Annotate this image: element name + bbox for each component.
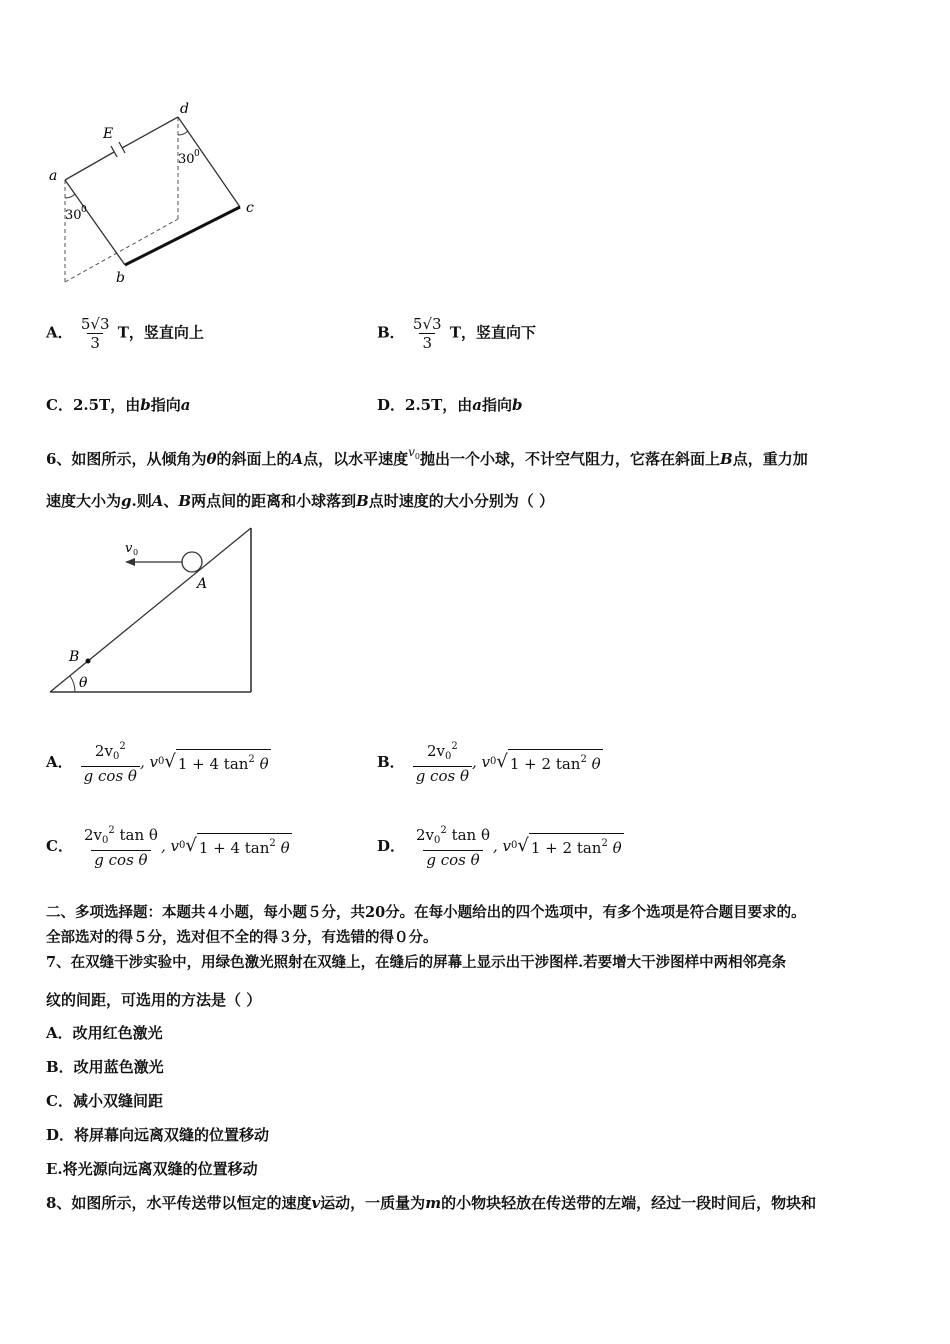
label-E: E xyxy=(103,126,114,142)
label-angle-d-deg: 0 xyxy=(194,149,200,159)
rail-battery-to-d xyxy=(122,117,178,148)
q6-option-c-den: g cos θ xyxy=(91,850,150,869)
q6-option-a-den: g cos θ xyxy=(81,766,140,785)
root-sup: 2 xyxy=(580,754,587,765)
q5-option-a xyxy=(46,315,204,352)
root-main: 1 + 2 tan xyxy=(530,839,602,857)
num-sup: 2 xyxy=(119,741,126,752)
q6-option-c-num xyxy=(81,822,161,850)
q6-text: 抛出一个小球，不计空气阻力，它落在斜面上 xyxy=(420,450,721,468)
q6-point-b: B xyxy=(356,492,369,510)
comma-v: , v xyxy=(160,836,179,855)
conductor-rod-bc xyxy=(125,207,240,265)
root-tail: θ xyxy=(280,839,290,857)
root-sup: 2 xyxy=(269,838,276,849)
root-tail: θ xyxy=(259,755,269,773)
q6-option-a-num xyxy=(92,738,129,766)
q6-text: .则 xyxy=(131,492,152,510)
q6-option-a-expr xyxy=(81,738,271,785)
figure-projectile-incline xyxy=(45,525,260,700)
root-main: 1 + 4 tan xyxy=(198,839,270,857)
q6-theta: θ xyxy=(206,450,217,468)
q5-option-d-mid: 指向 xyxy=(482,396,513,414)
root-tail: θ xyxy=(591,755,601,773)
q5-option-d-v2: b xyxy=(512,396,523,414)
q6-option-d-den: g cos θ xyxy=(423,850,482,869)
q5-option-d-label: D． xyxy=(377,396,406,414)
num-sup: 2 xyxy=(451,741,458,752)
section2-heading-line1: 二、多项选择题：本题共４小题，每小题５分，共20分。在每小题给出的四个选项中，有多个选项是符合题目要求的。 xyxy=(46,904,806,921)
q6-text: 点，重力加 xyxy=(732,450,808,468)
q8-text: 8、如图所示，水平传送带以恒定的速度 xyxy=(46,1194,312,1212)
q8-text: 运动，一质量为 xyxy=(320,1194,426,1212)
q7-option-a: A．改用红色激光 xyxy=(46,1024,163,1042)
q5-option-b-num: 5√3 xyxy=(412,315,442,333)
q5-option-a-label: A． xyxy=(46,323,73,342)
q7-stem-line2: 纹的间距，可选用的方法是（ ） xyxy=(46,991,262,1009)
q6-option-c-fraction xyxy=(81,822,161,869)
root-tail: θ xyxy=(612,839,622,857)
incline-hypotenuse xyxy=(50,528,251,692)
num-main: 2v xyxy=(94,742,113,760)
q5-option-d-pre: 2.5T，由 xyxy=(405,396,473,414)
label-theta: θ xyxy=(79,675,88,691)
rail-a-to-battery xyxy=(65,152,114,180)
label-A: A xyxy=(197,576,208,592)
ball xyxy=(182,552,202,572)
q7-option-c: C．减小双缝间距 xyxy=(46,1092,163,1110)
q6-point-b: B xyxy=(720,450,733,468)
q7-option-b: B．改用蓝色激光 xyxy=(46,1058,164,1076)
v-sub: 0 xyxy=(490,755,497,767)
num-sub: 0 xyxy=(434,835,441,846)
sqrt-sign: √ xyxy=(164,750,176,772)
q8-m: m xyxy=(425,1194,442,1212)
angle-arc-a xyxy=(65,194,75,198)
num-main: 2v xyxy=(416,826,435,844)
q6-option-b-fraction xyxy=(413,738,472,785)
root-sup: 2 xyxy=(248,754,255,765)
v-sub: 0 xyxy=(157,755,165,767)
q6-v0: v xyxy=(408,445,415,459)
q6-option-b xyxy=(377,738,603,785)
q6-option-b-den: g cos θ xyxy=(413,766,472,785)
root-sup: 2 xyxy=(601,838,608,849)
q6-option-c-label: C． xyxy=(46,836,73,855)
q6-point-a: A xyxy=(291,450,304,468)
q6-point-b: B xyxy=(178,492,192,510)
sqrt-sign: √ xyxy=(185,834,197,856)
q5-option-b-den: 3 xyxy=(419,333,435,352)
q6-option-d-num xyxy=(413,822,493,850)
label-v0-sub: 0 xyxy=(133,548,139,557)
figure-circuit-incline xyxy=(40,95,280,295)
q5-option-c-mid: 指向 xyxy=(150,396,181,414)
q6-text: 6、如图所示，从倾角为 xyxy=(46,450,207,468)
comma-v: , v xyxy=(139,752,158,771)
q7-option-d: D．将屏幕向远离双缝的位置移动 xyxy=(46,1126,270,1144)
sqrt-sign: √ xyxy=(496,750,508,772)
q5-option-c xyxy=(46,395,190,415)
q5-option-c-label: C． xyxy=(46,396,73,414)
label-d: d xyxy=(180,101,189,117)
q5-option-c-v1: b xyxy=(140,396,151,414)
sqrt-sign: √ xyxy=(517,834,529,856)
q7-option-e: E.将光源向远离双缝的位置移动 xyxy=(46,1160,258,1178)
section2-heading-line2: 全部选对的得５分，选对但不全的得３分，有选错的得０分。 xyxy=(46,929,438,946)
num-main: 2v xyxy=(426,742,445,760)
q5-option-a-fraction xyxy=(78,315,113,352)
num-sup: 2 xyxy=(440,825,447,836)
num-sub: 0 xyxy=(101,835,109,846)
comma-v: , v xyxy=(472,752,491,771)
q6-option-c-radicand xyxy=(197,833,292,858)
q5-option-a-num: 5√3 xyxy=(80,315,110,333)
v-sub: 0 xyxy=(178,839,186,851)
q6-option-d xyxy=(377,822,624,869)
q6-text: 两点间的距离和小球落到 xyxy=(191,492,357,510)
q6-option-a-radicand xyxy=(176,749,271,774)
q5-option-a-den: 3 xyxy=(87,333,103,352)
q8-text: 的小物块轻放在传送带的左端，经过一段时间后，物块和 xyxy=(441,1194,817,1212)
root-main: 1 + 2 tan xyxy=(509,755,581,773)
point-b-dot xyxy=(86,659,91,664)
q5-option-d xyxy=(377,395,523,415)
velocity-arrowhead xyxy=(125,558,135,566)
q6-text: 点时速度的大小分别为（ ） xyxy=(368,492,555,510)
q5-option-c-v2: a xyxy=(180,396,191,414)
label-angle-d: 30 xyxy=(178,152,195,167)
q6-option-d-fraction xyxy=(413,822,493,869)
q5-option-b-label: B． xyxy=(377,323,405,342)
angle-arc-d xyxy=(178,131,188,135)
q6-option-d-label: D． xyxy=(377,836,406,855)
comma-v: , v xyxy=(493,836,512,855)
q5-option-b-tail: T，竖直向下 xyxy=(449,323,536,342)
num-sub: 0 xyxy=(112,751,120,762)
q6-option-b-label: B． xyxy=(377,752,405,771)
q6-option-b-num xyxy=(424,738,461,766)
angle-theta-arc xyxy=(70,676,75,692)
q6-option-a-fraction xyxy=(81,738,140,785)
root-main: 1 + 4 tan xyxy=(177,755,249,773)
label-c: c xyxy=(246,200,254,216)
num-tail: tan θ xyxy=(114,826,158,844)
q6-option-b-radicand xyxy=(508,749,603,774)
q6-text: 、 xyxy=(163,492,179,510)
q6-text: 速度大小为 xyxy=(46,492,122,510)
q6-g: g xyxy=(121,492,132,510)
q6-option-b-expr xyxy=(413,738,603,785)
label-a: a xyxy=(49,168,58,184)
label-angle-a-deg: 0 xyxy=(81,205,87,215)
label-B: B xyxy=(69,649,80,665)
battery-plate-1 xyxy=(111,146,117,157)
v-sub: 0 xyxy=(511,839,518,851)
q6-option-c xyxy=(46,822,292,869)
label-angle-a: 30 xyxy=(65,208,82,223)
q6-option-d-radicand xyxy=(529,833,624,858)
q6-option-d-expr xyxy=(413,822,624,869)
q8-stem-line1 xyxy=(46,1193,816,1213)
q6-stem-line2 xyxy=(46,491,554,511)
q8-v: v xyxy=(311,1194,321,1212)
q6-stem-line1 xyxy=(46,442,808,469)
q6-option-a xyxy=(46,738,271,785)
q6-option-a-label: A． xyxy=(46,752,73,771)
q5-option-b xyxy=(377,315,536,352)
q6-point-a: A xyxy=(151,492,164,510)
q5-option-c-pre: 2.5T，由 xyxy=(72,396,141,414)
label-v0: v xyxy=(125,541,133,556)
q5-option-a-tail: T，竖直向上 xyxy=(117,323,204,342)
q6-option-c-expr xyxy=(81,822,292,869)
label-b: b xyxy=(116,270,125,286)
num-sup: 2 xyxy=(108,825,115,836)
q5-option-b-fraction xyxy=(410,315,445,352)
q5-option-d-v1: a xyxy=(472,396,483,414)
q6-v0-sub: 0 xyxy=(414,452,421,461)
q7-stem-line1: 7、在双缝干涉实验中，用绿色激光照射在双缝上，在缝后的屏幕上显示出干涉图样.若要增大干涉图样中两相邻亮条 xyxy=(46,954,787,971)
num-main: 2v xyxy=(83,826,102,844)
num-tail: tan θ xyxy=(446,826,490,844)
num-sub: 0 xyxy=(444,751,452,762)
q6-text: 点，以水平速度 xyxy=(303,450,409,468)
q6-text: 的斜面上的 xyxy=(216,450,292,468)
